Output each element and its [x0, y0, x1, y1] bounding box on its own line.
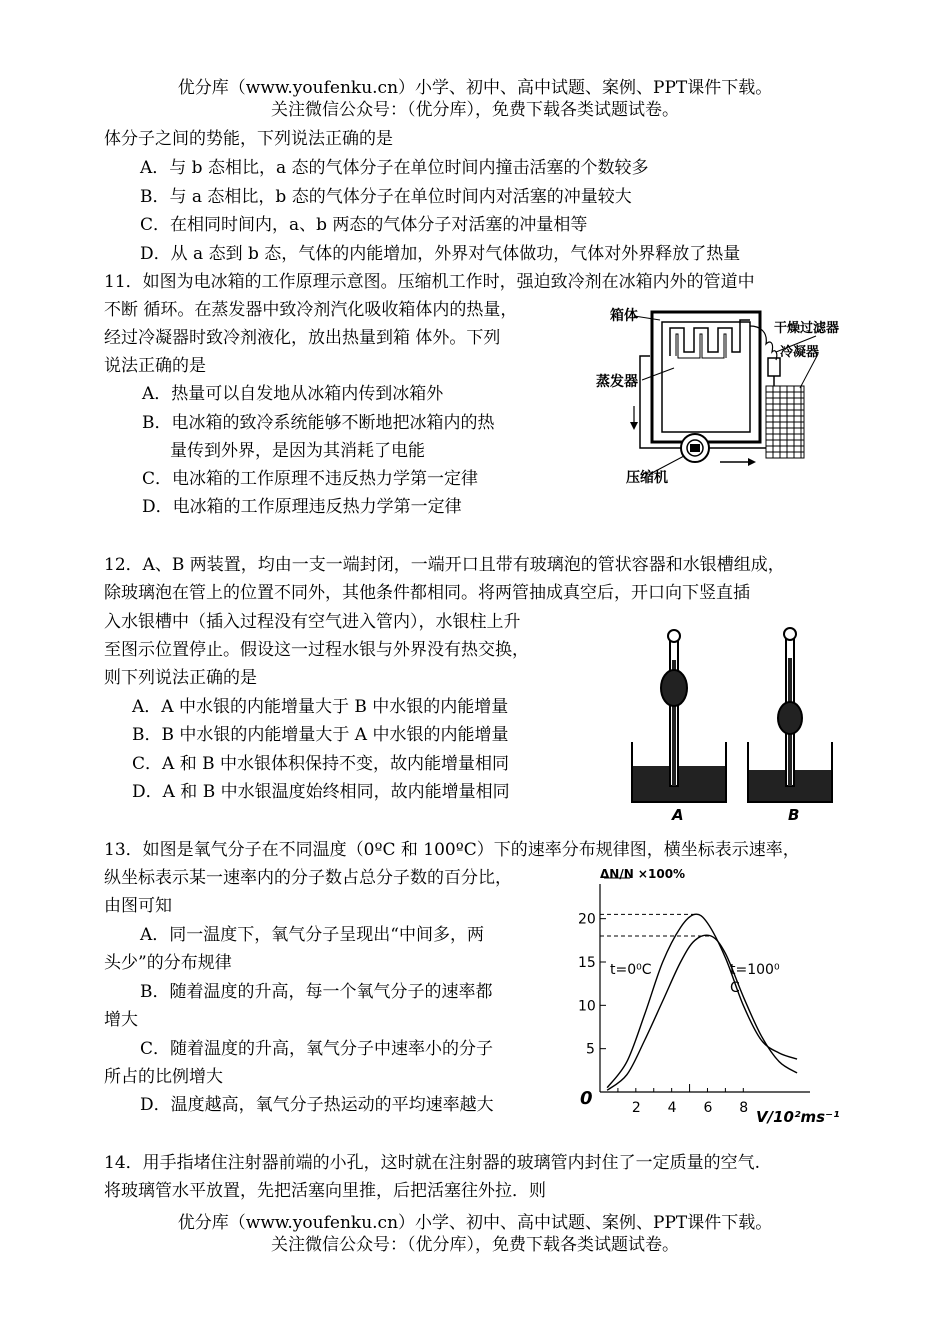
q12-line-1: 12．A、B 两装置，均由一支一端封闭，一端开口且带有玻璃泡的管状容器和水银槽组成， [104, 555, 785, 575]
q13-option-d: D．温度越高，氧气分子热运动的平均速率越大 [140, 1095, 494, 1115]
q10-option-b: B．与 a 态相比，b 态的气体分子在单位时间内对活塞的冲量较大 [140, 187, 632, 207]
label-evaporator: 蒸发器 [596, 374, 638, 390]
label-filter: 干燥过滤器 [774, 321, 840, 336]
chart-x-tick-label: 2 [631, 1100, 641, 1116]
q13-option-a-1: A．同一温度下，氧气分子呈现出“中间多，两 [140, 925, 484, 945]
chart-y-tick-label: 10 [578, 998, 596, 1015]
q11-option-a: A．热量可以自发地从冰箱内传到冰箱外 [142, 384, 444, 404]
q13-line-2: 纵坐标表示某一速率内的分子数占总分子数的百分比， [104, 868, 512, 888]
q13-option-a-2: 头少”的分布规律 [104, 953, 232, 973]
q12-line-4: 至图示位置停止。假设这一过程水银与外界没有热交换， [104, 640, 529, 660]
q13-option-c-2: 所占的比例增大 [104, 1067, 223, 1087]
q11-option-b-2: 量传到外界，是因为其消耗了电能 [170, 441, 425, 461]
q11-option-b-1: B．电冰箱的致冷系统能够不断地把冰箱内的热 [142, 413, 495, 433]
q11-line-2: 不断 循环。在蒸发器中致冷剂汽化吸收箱体内的热量， [104, 300, 518, 320]
q11-line-3: 经过冷凝器时致冷剂液化，放出热量到箱 体外。下列 [104, 328, 501, 348]
series-label-100c-unit: C [730, 980, 740, 996]
tube-a [632, 630, 726, 802]
header-line-2: 关注微信公众号：（优分库），免费下载各类试题试卷。 [271, 100, 679, 120]
q12-option-d: D．A 和 B 中水银温度始终相同，故内能增量相同 [132, 782, 510, 802]
q11-line-4: 说法正确的是 [104, 356, 206, 376]
series-label-100c: t=100⁰ [730, 962, 780, 978]
chart-x-tick-label: 8 [739, 1100, 749, 1116]
chart-y-tick-label: 15 [578, 955, 596, 971]
chart-ylabel: ΔN/N ×100% [600, 867, 686, 881]
q12-line-2: 除玻璃泡在管上的位置不同外，其他条件都相同。将两管抽成真空后，开口向下竖直插 [104, 583, 750, 603]
mercury-tubes-diagram [622, 624, 844, 822]
q13-option-c-1: C．随着温度的升高，氧气分子中速率小的分子 [140, 1039, 494, 1059]
chart-series-line-1 [607, 935, 797, 1090]
chart-y-tick-label: 20 [578, 911, 596, 928]
q12-line-3: 入水银槽中（插入过程没有空气进入管内），水银柱上升 [104, 612, 521, 632]
label-condenser: 冷凝器 [780, 345, 820, 360]
label-compressor: 压缩机 [626, 470, 668, 486]
chart-series-line-0 [607, 914, 797, 1087]
footer-line-2: 关注微信公众号：（优分库），免费下载各类试题试卷。 [271, 1235, 679, 1255]
footer-line-1: 优分库（www.youfenku.cn）小学、初中、高中试题、案例、PPT课件下载。 [177, 1213, 773, 1233]
q12-option-b: B．B 中水银的内能增量大于 A 中水银的内能增量 [132, 725, 509, 745]
q14-line-1: 14．用手指堵住注射器前端的小孔，这时就在注射器的玻璃管内封住了一定质量的空气. [104, 1153, 761, 1173]
label-box: 箱体 [610, 308, 638, 324]
q13-option-b-1: B．随着温度的升高，每一个氧气分子的速率都 [140, 982, 493, 1002]
chart-y-tick-label: 5 [586, 1041, 595, 1058]
q13-line-3: 由图可知 [104, 896, 172, 916]
chart-origin: 0 [580, 1088, 593, 1109]
refrigerator-diagram [590, 296, 870, 496]
q10-option-d: D．从 a 态到 b 态，气体的内能增加，外界对气体做功，气体对外界释放了热量 [140, 244, 741, 264]
chart-x-tick-label: 4 [667, 1100, 677, 1116]
q12-line-5: 则下列说法正确的是 [104, 668, 257, 688]
header-line-1: 优分库（www.youfenku.cn）小学、初中、高中试题、案例、PPT课件下载。 [177, 78, 773, 98]
q13-option-b-2: 增大 [104, 1010, 138, 1030]
q10-option-c: C．在相同时间内，a、b 两态的气体分子对活塞的冲量相等 [140, 215, 588, 235]
q10-option-a: A．与 b 态相比，a 态的气体分子在单位时间内撞击活塞的个数较多 [140, 158, 649, 178]
chart-xlabel: V/10²ms⁻¹ [756, 1108, 840, 1126]
q11-option-d: D．电冰箱的工作原理违反热力学第一定律 [142, 497, 462, 517]
label-b: B [788, 806, 800, 822]
q11-line-1: 11．如图为电冰箱的工作原理示意图。压缩机工作时，强迫致冷剂在冰箱内外的管道中 [104, 272, 755, 292]
q13-line-1: 13．如图是氧气分子在不同温度（0ºC 和 100ºC）下的速率分布规律图，横坐标表示速率， [104, 840, 800, 860]
label-a: A [672, 806, 684, 822]
q12-option-c: C．A 和 B 中水银体积保持不变，故内能增量相同 [132, 754, 509, 774]
q10-stem-tail: 体分子之间的势能，下列说法正确的是 [104, 129, 393, 149]
q14-line-2: 将玻璃管水平放置，先把活塞向里推，后把活塞往外拉．则 [104, 1181, 546, 1201]
speed-distribution-chart [570, 864, 870, 1128]
q11-option-c: C．电冰箱的工作原理不违反热力学第一定律 [142, 469, 479, 489]
chart-x-tick-label: 6 [703, 1100, 713, 1116]
q12-option-a: A．A 中水银的内能增量大于 B 中水银的内能增量 [132, 697, 509, 717]
series-label-0c: t=0⁰C [610, 962, 652, 978]
tube-b [748, 628, 832, 802]
